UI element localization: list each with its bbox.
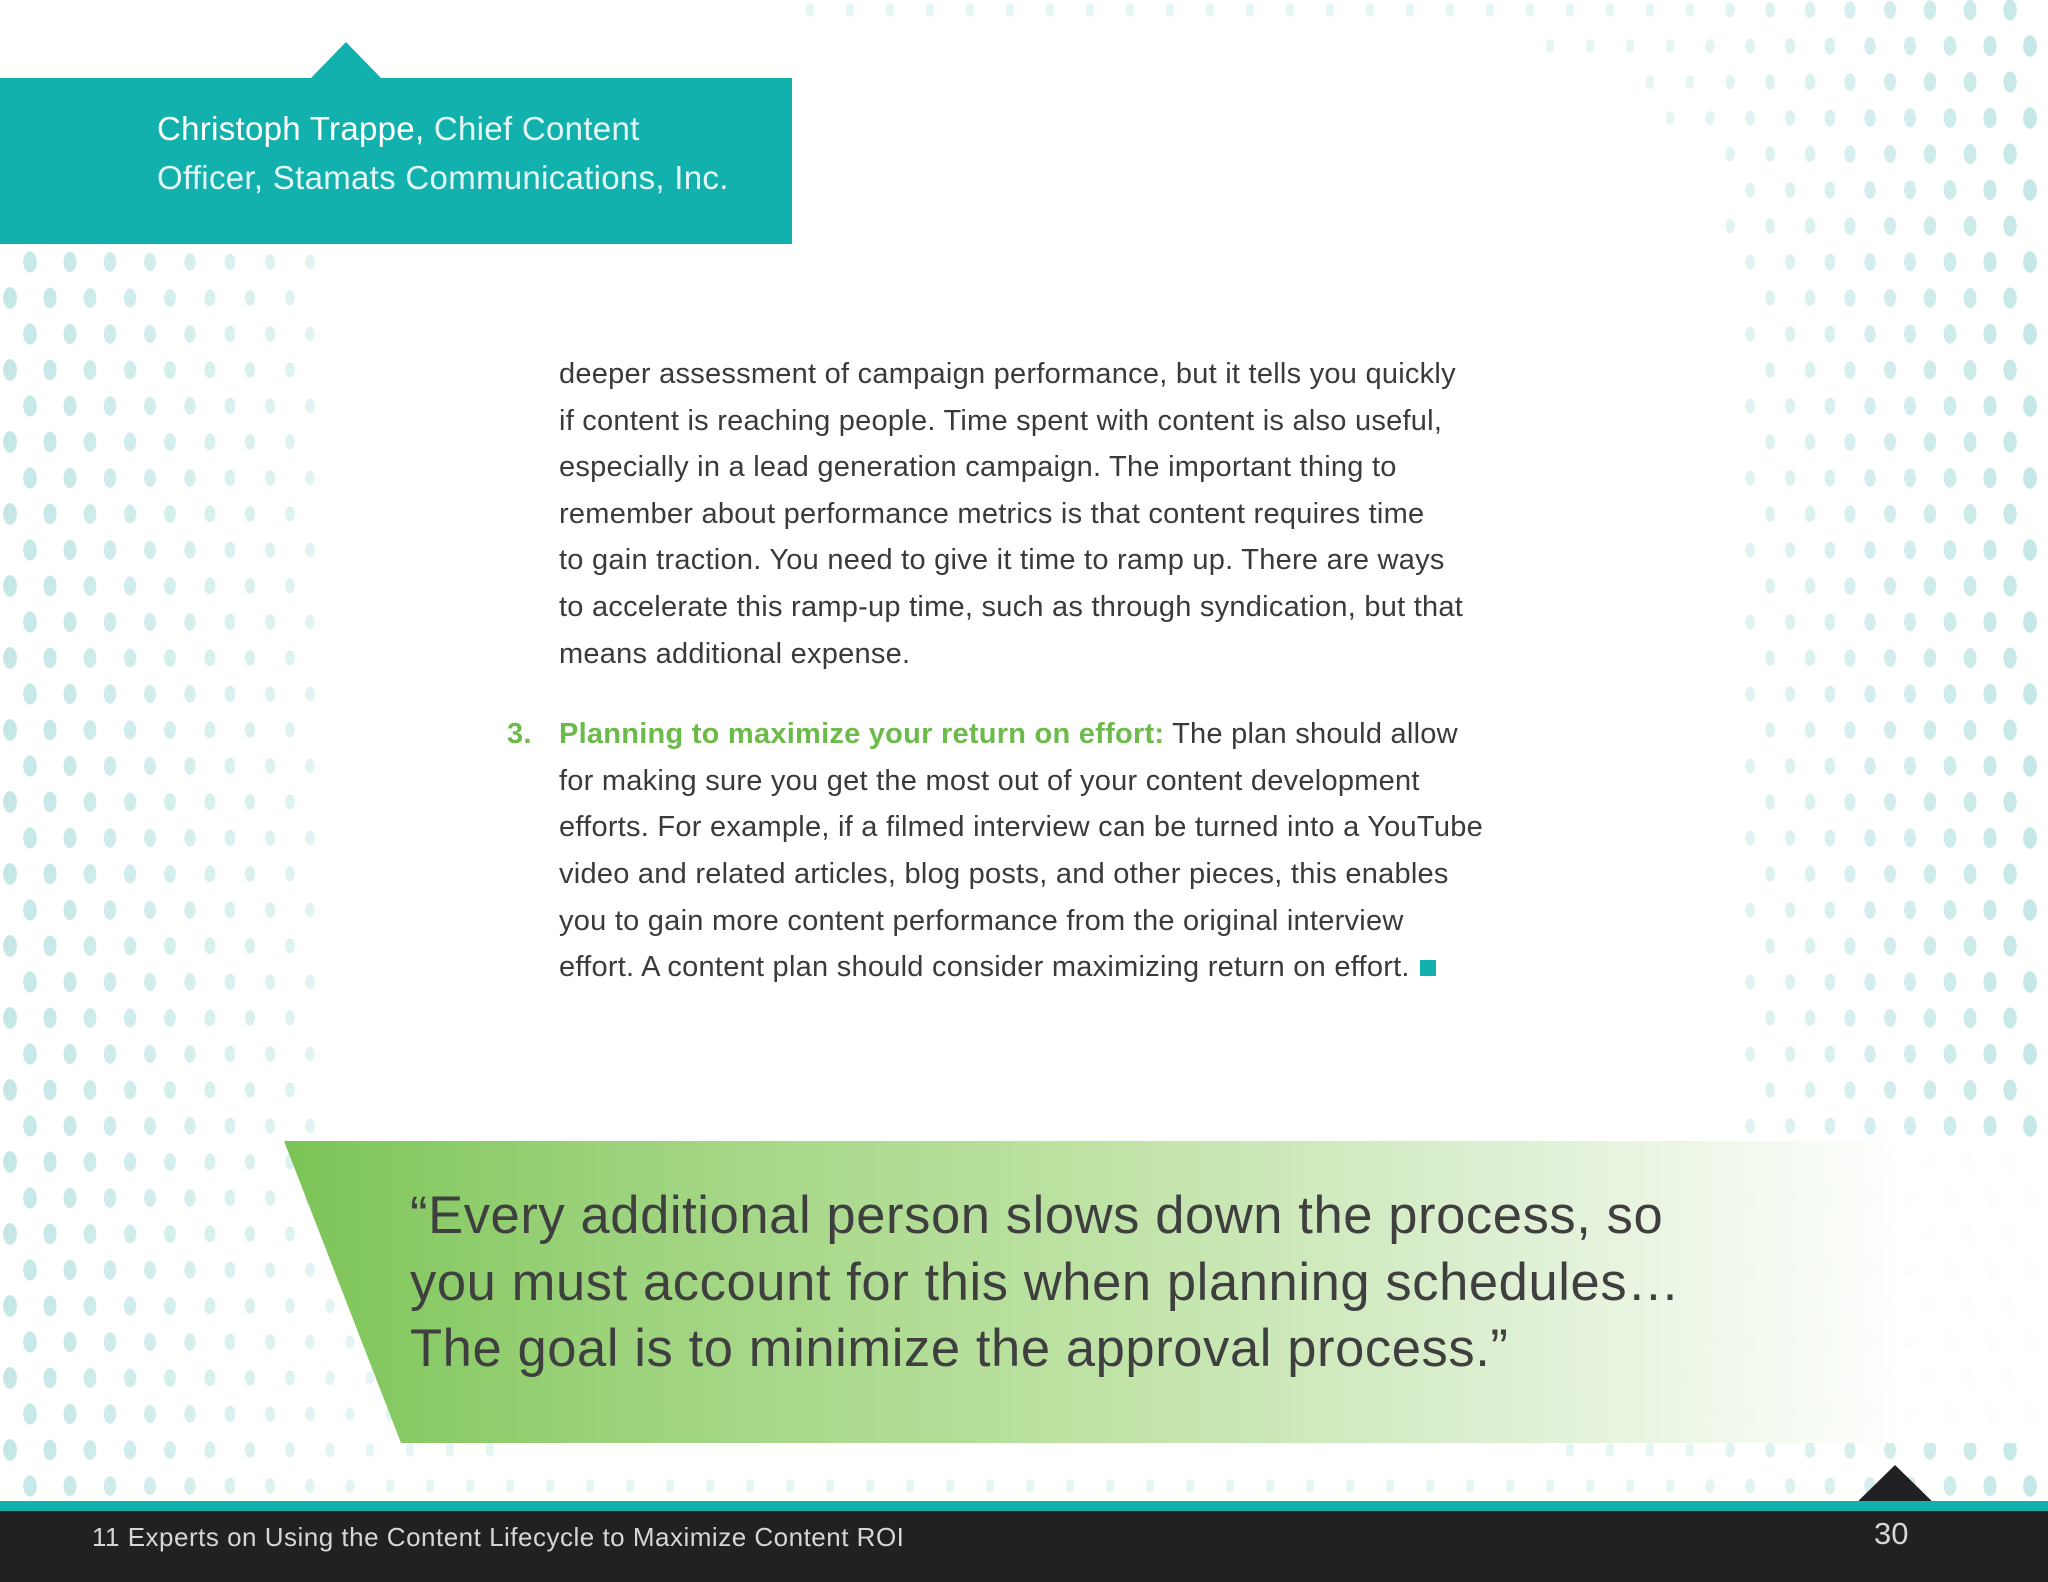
author-role-line-1: Chief Content — [433, 110, 640, 147]
author-name: Christoph Trappe, — [157, 110, 425, 147]
list-item-body: The plan should allow for making sure you get the most out of your content development efforts. For example, if a filmed interview can be turned into a YouTube video and related articles, blog posts, and other pieces, this enables you to gain more content performance from the original interview effort. A content plan should consider maximizing return on effort. — [559, 718, 1483, 984]
list-number: 3. — [507, 718, 532, 751]
footer-title: 11 Experts on Using the Content Lifecycle to Maximize Content ROI — [92, 1522, 905, 1552]
list-item-heading: Planning to maximize your return on effort: — [559, 718, 1165, 751]
list-item-text — [559, 711, 1579, 991]
article-body — [507, 351, 1579, 991]
list-item-3 — [507, 711, 1579, 991]
header-notch — [310, 42, 382, 79]
body-paragraph: deeper assessment of campaign performance, but it tells you quickly if content is reaching people. Time spent with content is also useful, especially in a lead generation campaign. The important thing to remember about performance metrics is that content requires time to gain traction. You need to give it time to ramp up. There are ways to accelerate this ramp-up time, such as through syndication, but that means additional expense. — [559, 358, 1464, 670]
author-role-line-2: Officer, Stamats Communications, Inc. — [157, 159, 729, 196]
author-credit — [157, 104, 729, 202]
end-mark-icon — [1420, 960, 1436, 976]
pull-quote-text: “Every additional person slows down the process, so you must account for this when planning schedules… The goal is to minimize the approval process.” — [410, 1186, 1681, 1378]
page-number: 30 — [1874, 1516, 1909, 1551]
